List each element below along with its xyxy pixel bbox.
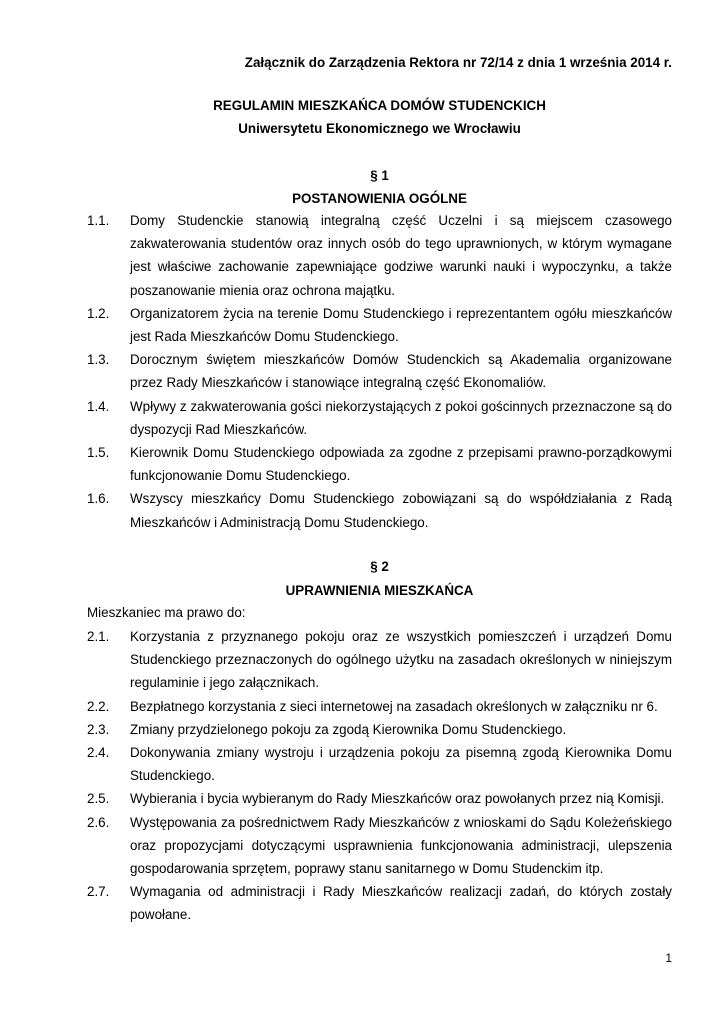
item-number: 2.3. <box>87 721 110 737</box>
list-item <box>87 487 672 533</box>
item-number: 2.1. <box>87 629 110 644</box>
list-item <box>87 880 672 926</box>
item-number: 2.4. <box>87 745 110 761</box>
item-text: Wybierania i bycia wybieranym do Rady Mieszkańców oraz powołanych przez nią Komisji. <box>130 791 665 807</box>
item-text: Wszyscy mieszkańcy Domu Studenckiego zobowiązani są do współdziałania z Radą Mieszkańców i Administracją Domu Studenckiego. <box>130 491 672 530</box>
list-item <box>87 695 672 718</box>
item-text: Zmiany przydzielonego pokoju za zgodą Kierownika Domu Studenckiego. <box>130 721 567 737</box>
list-item <box>87 811 672 881</box>
item-text: Organizatorem życia na terenie Domu Studenckiego i reprezentantem ogółu mieszkańców jest Rada Mieszkańców Domu Studenckiego. <box>130 305 672 345</box>
item-number: 1.6. <box>87 491 110 507</box>
section-1-heading: POSTANOWIENIA OGÓLNE <box>292 191 467 206</box>
item-number: 1.4. <box>87 398 110 414</box>
list-item <box>87 395 672 441</box>
list-item <box>87 209 672 302</box>
section-1-symbol: § 1 <box>370 168 389 183</box>
section-1-list <box>87 209 672 534</box>
item-number: 1.5. <box>87 445 110 461</box>
item-text: Domy Studenckie stanowią integralną część Uczelni i są miejscem czasowego zakwaterowania studentów oraz innych osób do tego uprawnionych, w którym wymagane jest właściwe zachowanie zapewniające godziwe warunki nauki i wypoczynku, a także poszanowanie mienia oraz ochrona majątku. <box>130 213 672 298</box>
page-number: 1 <box>665 951 672 965</box>
section-2-list <box>87 625 672 927</box>
item-text: Korzystania z przyznanego pokoju oraz ze wszystkich pomieszczeń i urządzeń Domu Studenckiego przeznaczonych do ogólnego użytku na zasadach określonych w niniejszym regulaminie i jego załącznikach. <box>130 629 672 691</box>
section-2-intro: Mieszkaniec ma prawo do: <box>87 605 246 620</box>
item-text: Wymagania od administracji i Rady Mieszkańców realizacji zadań, do których zostały powołane. <box>130 884 672 923</box>
document-header: Załącznik do Zarządzenia Rektora nr 72/14 z dnia 1 września 2014 r. <box>244 55 672 70</box>
list-item <box>87 787 672 810</box>
list-item <box>87 441 672 487</box>
list-item <box>87 302 672 348</box>
item-text: Dokonywania zmiany wystroju i urządzenia pokoju za pisemną zgodą Kierownika Domu Studenckiego. <box>130 745 672 784</box>
section-2-heading: UPRAWNIENIA MIESZKAŃCA <box>285 583 474 598</box>
item-number: 1.3. <box>87 352 110 368</box>
document-title: REGULAMIN MIESZKAŃCA DOMÓW STUDENCKICH <box>213 98 546 113</box>
list-item <box>87 625 672 695</box>
item-text: Dorocznym świętem mieszkańców Domów Studenckich są Akademalia organizowane przez Rady Mieszkańców i stanowiące integralną część Ekonomaliów. <box>130 352 672 391</box>
document-subtitle: Uniwersytetu Ekonomicznego we Wrocławiu <box>238 121 521 136</box>
item-text: Bezpłatnego korzystania z sieci internetowej na zasadach określonych w załączniku nr 6. <box>130 698 658 714</box>
item-number: 1.2. <box>87 305 110 321</box>
item-text: Występowania za pośrednictwem Rady Mieszkańców z wnioskami do Sądu Koleżeńskiego oraz propozycjami dotyczącymi usprawnienia funkcjonowania administracji, ulepszenia gospodarowania sprzętem, poprawy stanu sanitarnego w Domu Studenckim itp. <box>130 814 672 877</box>
list-item <box>87 348 672 394</box>
item-number: 1.1. <box>87 213 110 228</box>
item-number: 2.7. <box>87 884 110 900</box>
item-number: 2.5. <box>87 791 110 807</box>
item-text: Kierownik Domu Studenckiego odpowiada za zgodne z przepisami prawno-porządkowymi funkcjonowanie Domu Studenckiego. <box>130 445 672 484</box>
section-2-symbol: § 2 <box>370 559 389 574</box>
list-item <box>87 718 672 741</box>
item-number: 2.6. <box>87 814 110 830</box>
item-text: Wpływy z zakwaterowania gości niekorzystających z pokoi gościnnych przeznaczone są do dyspozycji Rad Mieszkańców. <box>130 398 672 437</box>
list-item <box>87 741 672 787</box>
item-number: 2.2. <box>87 698 110 714</box>
